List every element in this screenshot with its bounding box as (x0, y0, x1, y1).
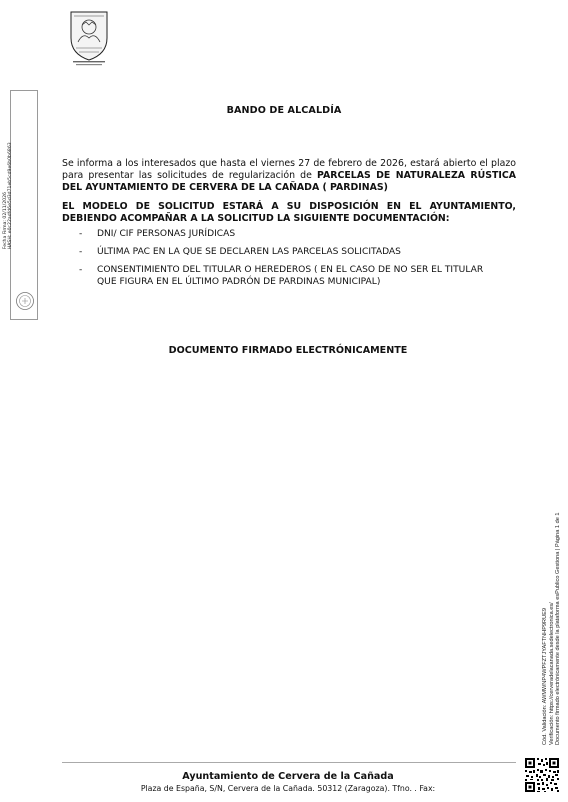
signed-note: DOCUMENTO FIRMADO ELECTRÓNICAMENTE (168, 345, 408, 356)
footer-divider (62, 762, 516, 763)
list-item-text: CONSENTIMIENTO DEL TITULAR O HEREDEROS ( EN EL CASO DE NO SER EL TITULAR QUE FIGURA EN EL ÚLTIMO PADRÓN DE PARDINAS MUNICIPAL) (97, 265, 484, 287)
signature-line: Fecha Firma: 02/11/2026 (2, 191, 8, 249)
list-marker: - (79, 229, 83, 239)
footer-institution-name: Ayuntamiento de Cervera de la Cañada (182, 771, 394, 782)
list-marker: - (79, 265, 83, 275)
documentation-list (62, 228, 502, 294)
signature-seal-icon (15, 291, 35, 311)
verification-line: Documento firmado electrónicamente desde la plataforma esPublico Gestiona | Página 1 de 1 (555, 512, 562, 745)
footer-address: Plaza de España, S/N, Cervera de la Cañada. 50312 (Zaragoza). Tfno. . Fax: (140, 784, 436, 793)
list-item (62, 246, 502, 258)
verification-line[interactable]: Verificación: https://cerveradelacanada.sedelectronica.es/ (548, 602, 555, 745)
signature-line: HASH: e0c22adfd6e5d3d71eb5cd9e6b0b6863 (8, 142, 14, 249)
intro-text: Se informa a los interesados que hasta el viernes 27 de febrero de 2026, estará abierto el plazo para presentar las solicitudes de regularización de (62, 158, 516, 181)
verification-strip (542, 513, 562, 746)
list-item (62, 228, 502, 240)
list-item-text: DNI/ CIF PERSONAS JURÍDICAS (97, 229, 236, 239)
list-marker: - (79, 247, 83, 257)
intro-paragraph (62, 158, 516, 194)
list-item (62, 264, 502, 288)
intro-bold-text: PARCELAS DE NATURALEZA RÚSTICA DEL AYUNTAMIENTO DE CERVERA DE LA CAÑADA ( PARDINAS) (62, 170, 516, 193)
requirements-paragraph: EL MODELO DE SOLICITUD ESTARÁ A SU DISPOSICIÓN EN EL AYUNTAMIENTO, DEBIENDO ACOMPAÑAR A LA SOLICITUD LA SIGUIENTE DOCUMENTACIÓN: (62, 201, 516, 224)
page-title: BANDO DE ALCALDÍA (226, 105, 342, 116)
list-item-text: ÚLTIMA PAC EN LA QUE SE DECLAREN LAS PARCELAS SOLICITADAS (97, 247, 401, 257)
signature-text (0, 142, 14, 249)
signature-strip (2, 90, 38, 320)
verification-line: Cód. Validación: AWMWNP4WPFZTJYAFTNHP9RUE9 (542, 608, 548, 745)
municipal-crest-logo (64, 8, 114, 66)
